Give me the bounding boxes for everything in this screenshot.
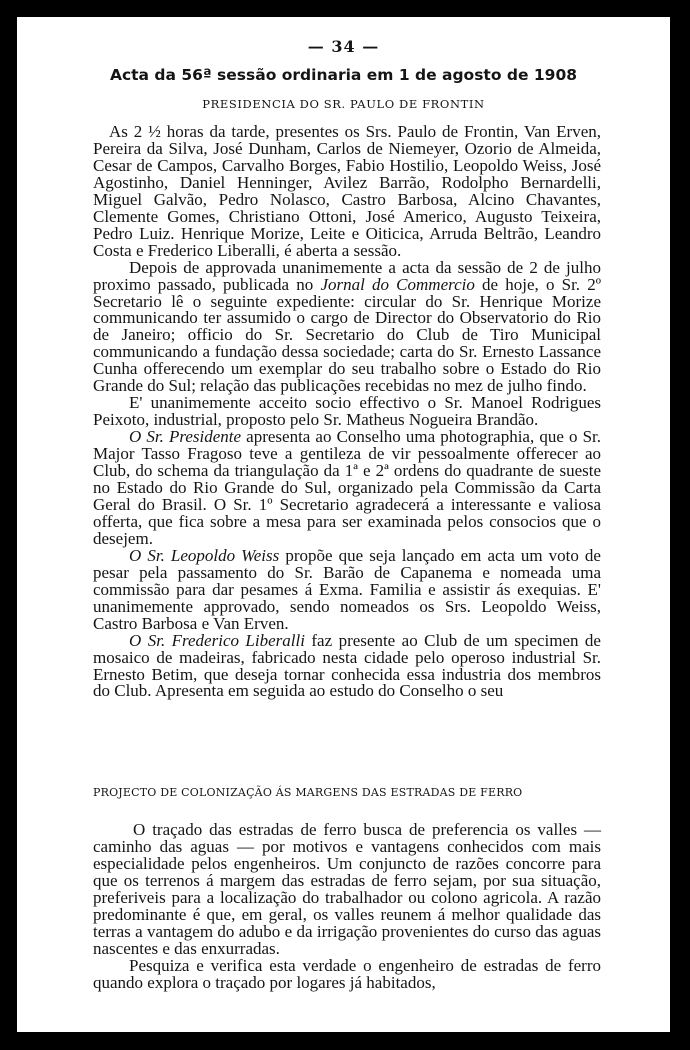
minutes-body	[93, 124, 601, 700]
page-title: Acta da 56ª sessão ordinaria em 1 de agosto de 1908	[109, 66, 578, 84]
project-body	[93, 822, 601, 992]
document-page	[17, 17, 670, 1032]
paragraph-text: Depois de approvada unanimemente a acta da sessão de 2 de julho proximo passado, publicada no	[93, 257, 601, 294]
paragraph-text: faz presente ao Club de um specimen de mosaico de madeiras, fabricado nesta cidade pelo operoso industrial Sr. Ernesto Betim, que deseja tornar conhecida essa industria dos membros do Club. Apresenta em seguida ao estudo do Conselho o seu	[93, 630, 601, 701]
minutes-paragraph-new-member: E' unanimemente acceito socio effectivo o Sr. Manoel Rodrigues Peixoto, industrial, proposto pelo Sr. Matheus Nogueira Brandão.	[93, 393, 601, 430]
speaker-name: O Sr. Leopoldo Weiss	[129, 545, 280, 565]
paragraph-text: propõe que seja lançado em acta um voto de pesar pela passamento do Sr. Barão de Capanema e nomeada uma commissão para dar pesames á Exma. Familia e assistir ás exequias. E' unanimemente approvado, sendo nomeados os Srs. Leopoldo Weiss, Castro Barbosa e Van Erven.	[93, 545, 601, 633]
paragraph-text: de hoje, o Sr. 2º Secretario lê o seguinte expediente: circular do Sr. Henrique Morize communicando ter assumido o cargo de Director do Observatorio do Rio de Janeiro; officio do Sr. Secretario do Club de Tiro Municipal communicando a fundação dessa sociedade; carta do Sr. Ernesto Lassance Cunha offerecendo um exemplar do seu trabalho sobre o Estado do Rio Grande do Sul; relação das publicações recebidas no mez de julho findo.	[93, 274, 601, 396]
section-heading: PROJECTO DE COLONIZAÇÃO ÁS MARGENS DAS ESTRADAS DE FERRO	[93, 786, 523, 799]
minutes-paragraph-liberalli	[93, 630, 601, 701]
minutes-paragraph-attendance: As 2 ½ horas da tarde, presentes os Srs. Paulo de Frontin, Van Erven, Pereira da Silva, José Dunham, Carlos de Niemeyer, Ozorio de Almeida, Cesar de Campos, Carvalho Borges, Fabio Hostilio, Leopoldo Weiss, José Agostinho, Daniel Henninger, Avilez Barrão, Rodolpho Bernardelli, Miguel Galvão, Pedro Nolasco, Castro Barbosa, Alcino Chavantes, Clemente Gomes, Christiano Ottoni, José Americo, Augusto Teixeira, Pedro Luiz. Henrique Morize, Leite e Oiticica, Arruda Beltrão, Leandro Costa e Frederico Liberalli, é aberta a sessão.	[93, 122, 601, 260]
minutes-paragraph-expediente	[93, 257, 601, 396]
project-paragraph-1: O traçado das estradas de ferro busca de preferencia os valles — caminho das aguas — por motivos e vantagens conhecidos com mais especialidade pelos engenheiros. Um conjuncto de razões concorre para que os terrenos á margem das estradas de ferro sejam, por sua situação, preferiveis para a localização do trabalhador ou colono agricola. A razão predominante é que, em geral, os valles reunem á melhor qualidade das terras a vantagem do adubo e da irrigação provenientes do curso das aguas nascentes e das enxurradas.	[93, 820, 601, 958]
speaker-name: O Sr. Frederico Liberalli	[129, 630, 305, 650]
presidency-line: PRESIDENCIA DO SR. PAULO DE FRONTIN	[202, 97, 485, 111]
page-number: — 34 —	[307, 37, 380, 56]
project-paragraph-2: Pesquiza e verifica esta verdade o engenheiro de estradas de ferro quando explora o traçado por logares já habitados,	[93, 955, 601, 992]
paragraph-text: apresenta ao Conselho uma photographia, que o Sr. Major Tasso Fragoso teve a gentileza de vir pessoalmente offerecer ao Club, do schema da triangulação da 1ª e 2ª ordens do quadrante de sueste no Estado do Rio Grande do Sul, organizado pela Commissão da Carta Geral do Brasil. O Sr. 1º Secretario agradecerá a interessante e valiosa offerta, que fica sobre a mesa para ser examinada pelos consocios que o desejem.	[93, 427, 602, 548]
minutes-paragraph-presidente	[93, 429, 601, 548]
minutes-paragraph-weiss	[93, 545, 601, 633]
speaker-name: O Sr. Presidente	[129, 427, 242, 447]
journal-name: Jornal do Commercio	[320, 274, 475, 294]
